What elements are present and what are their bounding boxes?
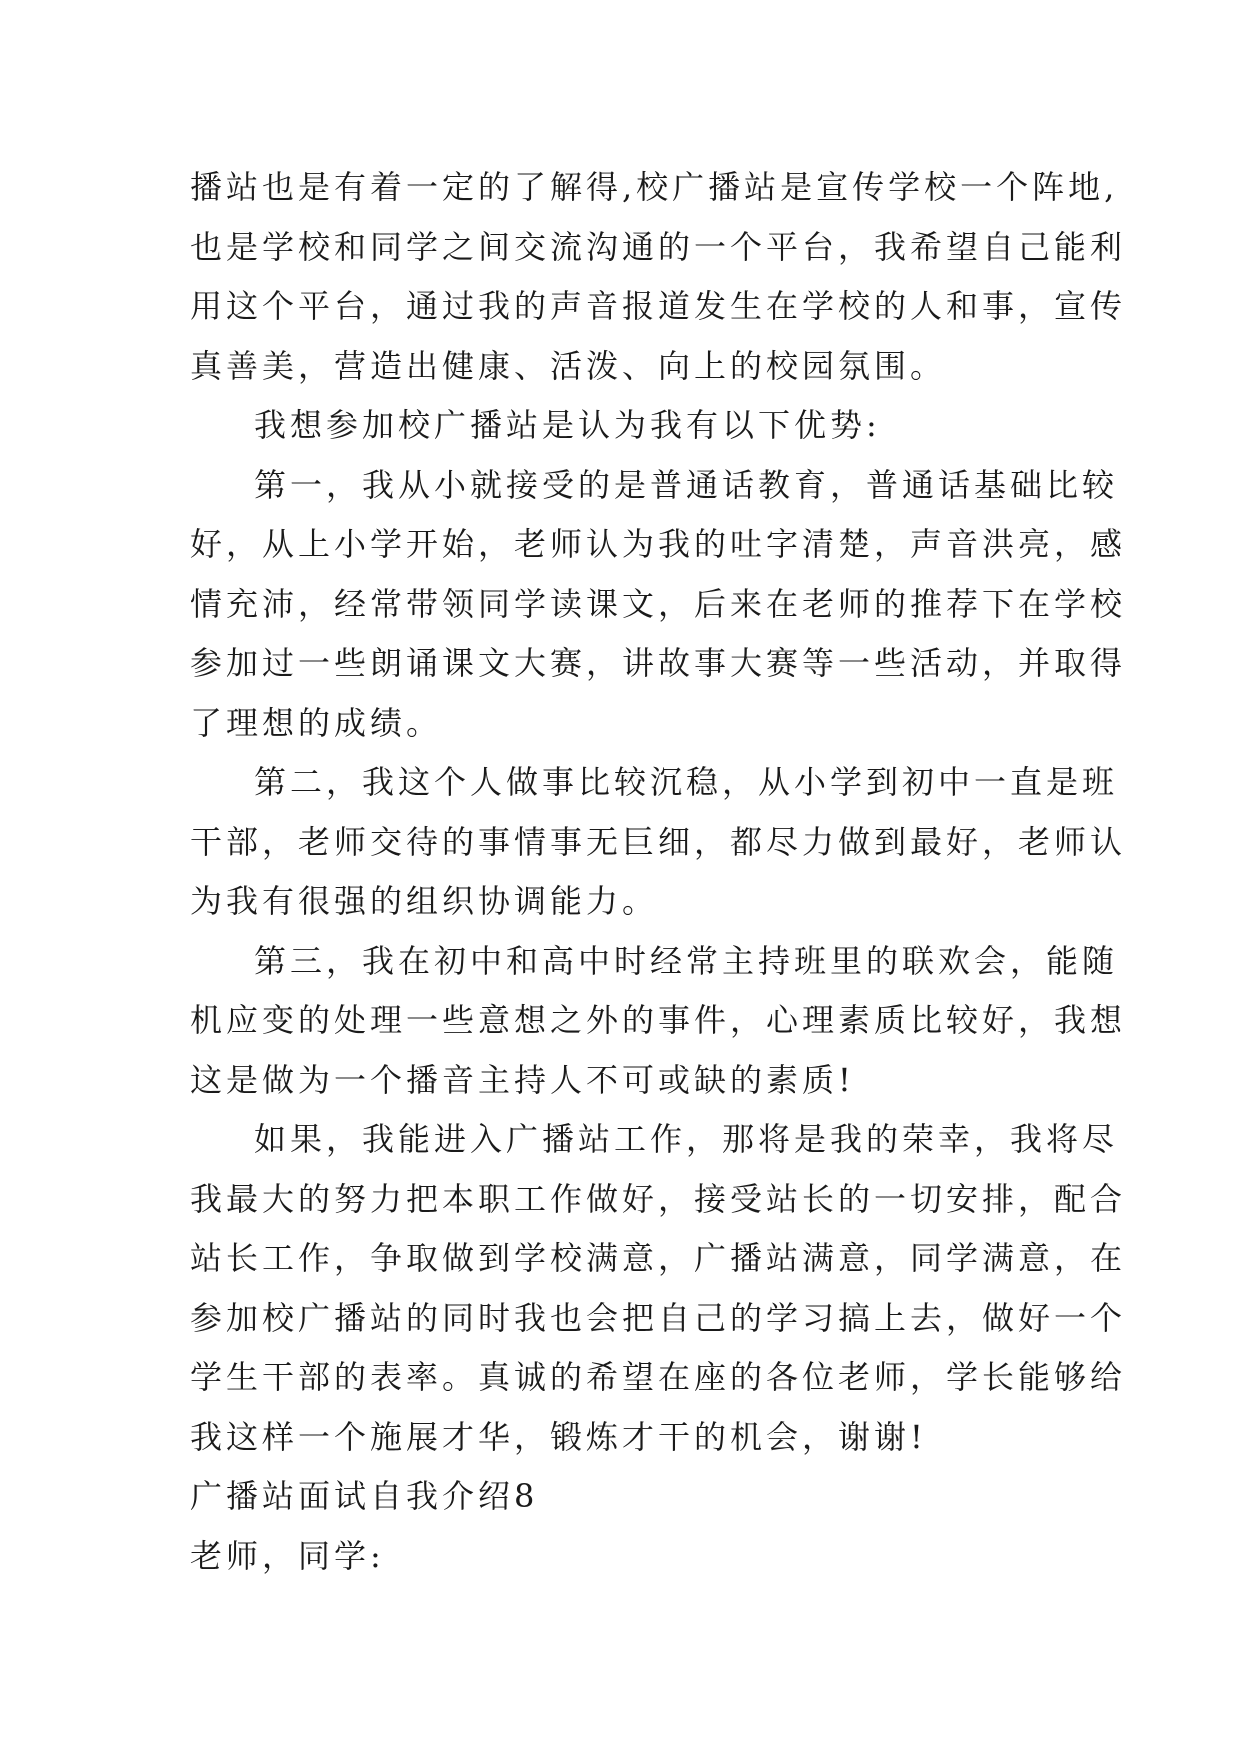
paragraph-start-line: 第二，我这个人做事比较沉稳，从小学到初中一直是班: [254, 763, 1119, 801]
text-line: 参加过一些朗诵课文大赛，讲故事大赛等一些活动，并取得: [190, 644, 1127, 682]
paragraph-start-line: 第一，我从小就接受的是普通话教育，普通话基础比较: [254, 465, 1119, 504]
text-line: 干部，老师交待的事情事无巨细，都尽力做到最好，老师认: [190, 822, 1127, 861]
text-line: 真善美，营造出健康、活泼、向上的校园氛围。: [190, 346, 947, 385]
paragraph-start-line: 我想参加校广播站是认为我有以下优势:: [254, 406, 881, 444]
text-line: 参加校广播站的同时我也会把自己的学习搞上去，做好一个: [190, 1298, 1127, 1337]
text-line: 我这样一个施展才华，锻炼才干的机会，谢谢!: [190, 1417, 927, 1456]
text-line: 为我有很强的组织协调能力。: [190, 882, 659, 920]
text-line: 学生干部的表率。真诚的希望在座的各位老师，学长能够给: [190, 1358, 1127, 1396]
document-body: [190, 158, 1127, 1586]
paragraph-start-line: 如果，我能进入广播站工作，那将是我的荣幸，我将尽: [254, 1120, 1119, 1158]
text-line: 好，从上小学开始，老师认为我的吐字清楚，声音洪亮，感: [190, 525, 1127, 563]
salutation-line: 老师，同学:: [190, 1536, 385, 1575]
text-line: 了理想的成绩。: [190, 703, 443, 742]
section-heading: 广播站面试自我介绍8: [190, 1477, 539, 1515]
text-line: 机应变的处理一些意想之外的事件，心理素质比较好，我想: [190, 1001, 1127, 1039]
text-line: 我最大的努力把本职工作做好，接受站长的一切安排，配合: [190, 1179, 1127, 1218]
text-line: 站长工作，争取做到学校满意，广播站满意，同学满意，在: [190, 1239, 1127, 1277]
text-line: 这是做为一个播音主持人不可或缺的素质!: [190, 1060, 855, 1099]
text-line: 情充沛，经常带领同学读课文，后来在老师的推荐下在学校: [190, 584, 1127, 623]
paragraph-start-line: 第三，我在初中和高中时经常主持班里的联欢会，能随: [254, 941, 1119, 980]
text-line: 播站也是有着一定的了解得,校广播站是宣传学校一个阵地,: [190, 168, 1119, 206]
text-line: 用这个平台，通过我的声音报道发生在学校的人和事，宣传: [190, 287, 1127, 325]
text-line: 也是学校和同学之间交流沟通的一个平台，我希望自己能利: [190, 227, 1127, 266]
